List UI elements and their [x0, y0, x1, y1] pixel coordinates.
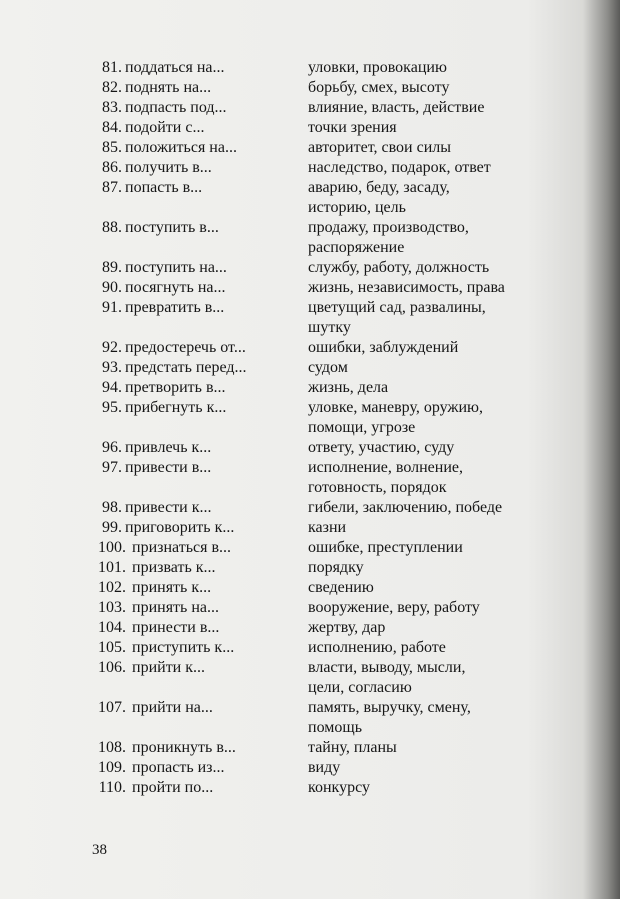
entry-number: 110.	[98, 779, 126, 796]
entry-verb: получить в...	[125, 159, 212, 176]
entry-row	[0, 338, 620, 358]
entry-number: 107.	[98, 699, 126, 716]
entry-objects: помощи, угрозе	[308, 419, 416, 436]
entry-verb: превратить в...	[125, 299, 225, 316]
entry-objects: борьбу, смех, высоту	[308, 79, 450, 96]
entry-number: 99.	[102, 519, 122, 536]
entry-objects: влияние, власть, действие	[308, 99, 485, 116]
entry-number: 82.	[102, 79, 122, 96]
entry-objects: уловки, провокацию	[308, 59, 447, 76]
entry-row	[0, 178, 620, 198]
entry-verb: привести к...	[125, 499, 212, 516]
entry-verb: поднять на...	[125, 79, 212, 96]
entry-row	[0, 538, 620, 558]
entry-verb: подпасть под...	[125, 99, 227, 116]
entry-row	[0, 138, 620, 158]
entry-verb: предстать перед...	[125, 359, 247, 376]
entry-verb: привлечь к...	[125, 439, 212, 456]
entry-objects: исполнение, волнение,	[308, 459, 463, 476]
entry-verb: поступить на...	[125, 259, 227, 276]
entry-number: 83.	[102, 99, 122, 116]
entry-number: 87.	[102, 179, 122, 196]
entry-objects: точки зрения	[308, 119, 397, 136]
entry-number: 84.	[102, 119, 122, 136]
entry-number: 93.	[102, 359, 122, 376]
entry-row	[0, 598, 620, 618]
entry-number: 105.	[98, 639, 126, 656]
entry-number: 95.	[102, 399, 122, 416]
entry-number: 98.	[102, 499, 122, 516]
entry-list	[0, 58, 620, 798]
entry-row	[0, 258, 620, 278]
entry-verb: попасть в...	[125, 179, 203, 196]
entry-row	[0, 358, 620, 378]
entry-objects: шутку	[308, 319, 351, 336]
entry-number: 109.	[98, 759, 126, 776]
entry-verb: приступить к...	[132, 639, 235, 656]
entry-row	[0, 298, 620, 318]
entry-objects: историю, цель	[308, 199, 406, 216]
entry-verb: признаться в...	[132, 539, 231, 556]
entry-verb: прибегнуть к...	[125, 399, 227, 416]
entry-verb: посягнуть на...	[125, 279, 226, 296]
entry-objects: память, выручку, смену,	[308, 699, 471, 716]
entry-number: 94.	[102, 379, 122, 396]
entry-number: 102.	[98, 579, 126, 596]
entry-number: 100.	[98, 539, 126, 556]
entry-number: 86.	[102, 159, 122, 176]
entry-verb: принести в...	[132, 619, 220, 636]
entry-row	[0, 578, 620, 598]
entry-row	[0, 378, 620, 398]
entry-row	[0, 218, 620, 238]
entry-objects: авторитет, свои силы	[308, 139, 451, 156]
entry-objects: судом	[308, 359, 348, 376]
entry-continuation-row	[0, 478, 620, 498]
entry-number: 81.	[102, 59, 122, 76]
entry-objects: конкурсу	[308, 779, 370, 796]
entry-objects: ошибки, заблуждений	[308, 339, 459, 356]
entry-objects: распоряжение	[308, 239, 405, 256]
entry-row	[0, 158, 620, 178]
entry-row	[0, 638, 620, 658]
entry-verb: привести в...	[125, 459, 212, 476]
entry-objects: помощь	[308, 719, 362, 736]
entry-number: 91.	[102, 299, 122, 316]
entry-row	[0, 278, 620, 298]
entry-number: 97.	[102, 459, 122, 476]
entry-objects: жизнь, дела	[308, 379, 389, 396]
entry-verb: предостеречь от...	[125, 339, 246, 356]
entry-row	[0, 778, 620, 798]
entry-number: 104.	[98, 619, 126, 636]
entry-number: 85.	[102, 139, 122, 156]
entry-row	[0, 438, 620, 458]
entry-objects: жизнь, независимость, права	[308, 279, 505, 296]
entry-verb: прийти на...	[132, 699, 213, 716]
entry-objects: сведению	[308, 579, 374, 596]
entry-row	[0, 58, 620, 78]
entry-row	[0, 458, 620, 478]
entry-objects: казни	[308, 519, 347, 536]
entry-verb: поддаться на...	[125, 59, 225, 76]
entry-number: 103.	[98, 599, 126, 616]
entry-number: 88.	[102, 219, 122, 236]
entry-verb: приговорить к...	[125, 519, 235, 536]
entry-row	[0, 118, 620, 138]
entry-number: 96.	[102, 439, 122, 456]
entry-objects: виду	[308, 759, 341, 776]
entry-continuation-row	[0, 198, 620, 218]
entry-objects: жертву, дар	[308, 619, 386, 636]
entry-number: 101.	[98, 559, 126, 576]
entry-number: 92.	[102, 339, 122, 356]
entry-verb: пройти по...	[132, 779, 214, 796]
entry-verb: претворить в...	[125, 379, 226, 396]
entry-row	[0, 738, 620, 758]
entry-continuation-row	[0, 678, 620, 698]
entry-row	[0, 98, 620, 118]
entry-verb: прийти к...	[132, 659, 206, 676]
entry-row	[0, 758, 620, 778]
entry-row	[0, 558, 620, 578]
entry-row	[0, 498, 620, 518]
entry-verb: принять к...	[132, 579, 212, 596]
entry-objects: цели, согласию	[308, 679, 412, 696]
entry-row	[0, 698, 620, 718]
entry-objects: исполнению, работе	[308, 639, 446, 656]
entry-verb: пропасть из...	[132, 759, 225, 776]
entry-objects: службу, работу, должность	[308, 259, 490, 276]
entry-row	[0, 398, 620, 418]
entry-row	[0, 518, 620, 538]
entry-verb: положиться на...	[125, 139, 237, 156]
entry-objects: уловке, маневру, оружию,	[308, 399, 483, 416]
entry-number: 90.	[102, 279, 122, 296]
entry-objects: готовность, порядок	[308, 479, 447, 496]
entry-continuation-row	[0, 418, 620, 438]
entry-continuation-row	[0, 718, 620, 738]
entry-objects: власти, выводу, мысли,	[308, 659, 466, 676]
entry-objects: тайну, планы	[308, 739, 397, 756]
entry-objects: наследство, подарок, ответ	[308, 159, 491, 176]
entry-number: 106.	[98, 659, 126, 676]
entry-row	[0, 658, 620, 678]
entry-objects: аварию, беду, засаду,	[308, 179, 450, 196]
entry-objects: порядку	[308, 559, 364, 576]
entry-objects: ответу, участию, суду	[308, 439, 455, 456]
entry-objects: вооружение, веру, работу	[308, 599, 480, 616]
entry-verb: подойти с...	[125, 119, 205, 136]
entry-number: 108.	[98, 739, 126, 756]
entry-objects: продажу, производство,	[308, 219, 469, 236]
entry-verb: принять на...	[132, 599, 219, 616]
entry-row	[0, 618, 620, 638]
entry-number: 89.	[102, 259, 122, 276]
entry-verb: поступить в...	[125, 219, 219, 236]
entry-objects: ошибке, преступлении	[308, 539, 463, 556]
entry-objects: гибели, заключению, победе	[308, 499, 503, 516]
entry-verb: призвать к...	[132, 559, 216, 576]
page-number: 38	[92, 842, 107, 858]
entry-row	[0, 78, 620, 98]
entry-continuation-row	[0, 318, 620, 338]
entry-objects: цветущий сад, развалины,	[308, 299, 486, 316]
entry-continuation-row	[0, 238, 620, 258]
entry-verb: проникнуть в...	[132, 739, 236, 756]
